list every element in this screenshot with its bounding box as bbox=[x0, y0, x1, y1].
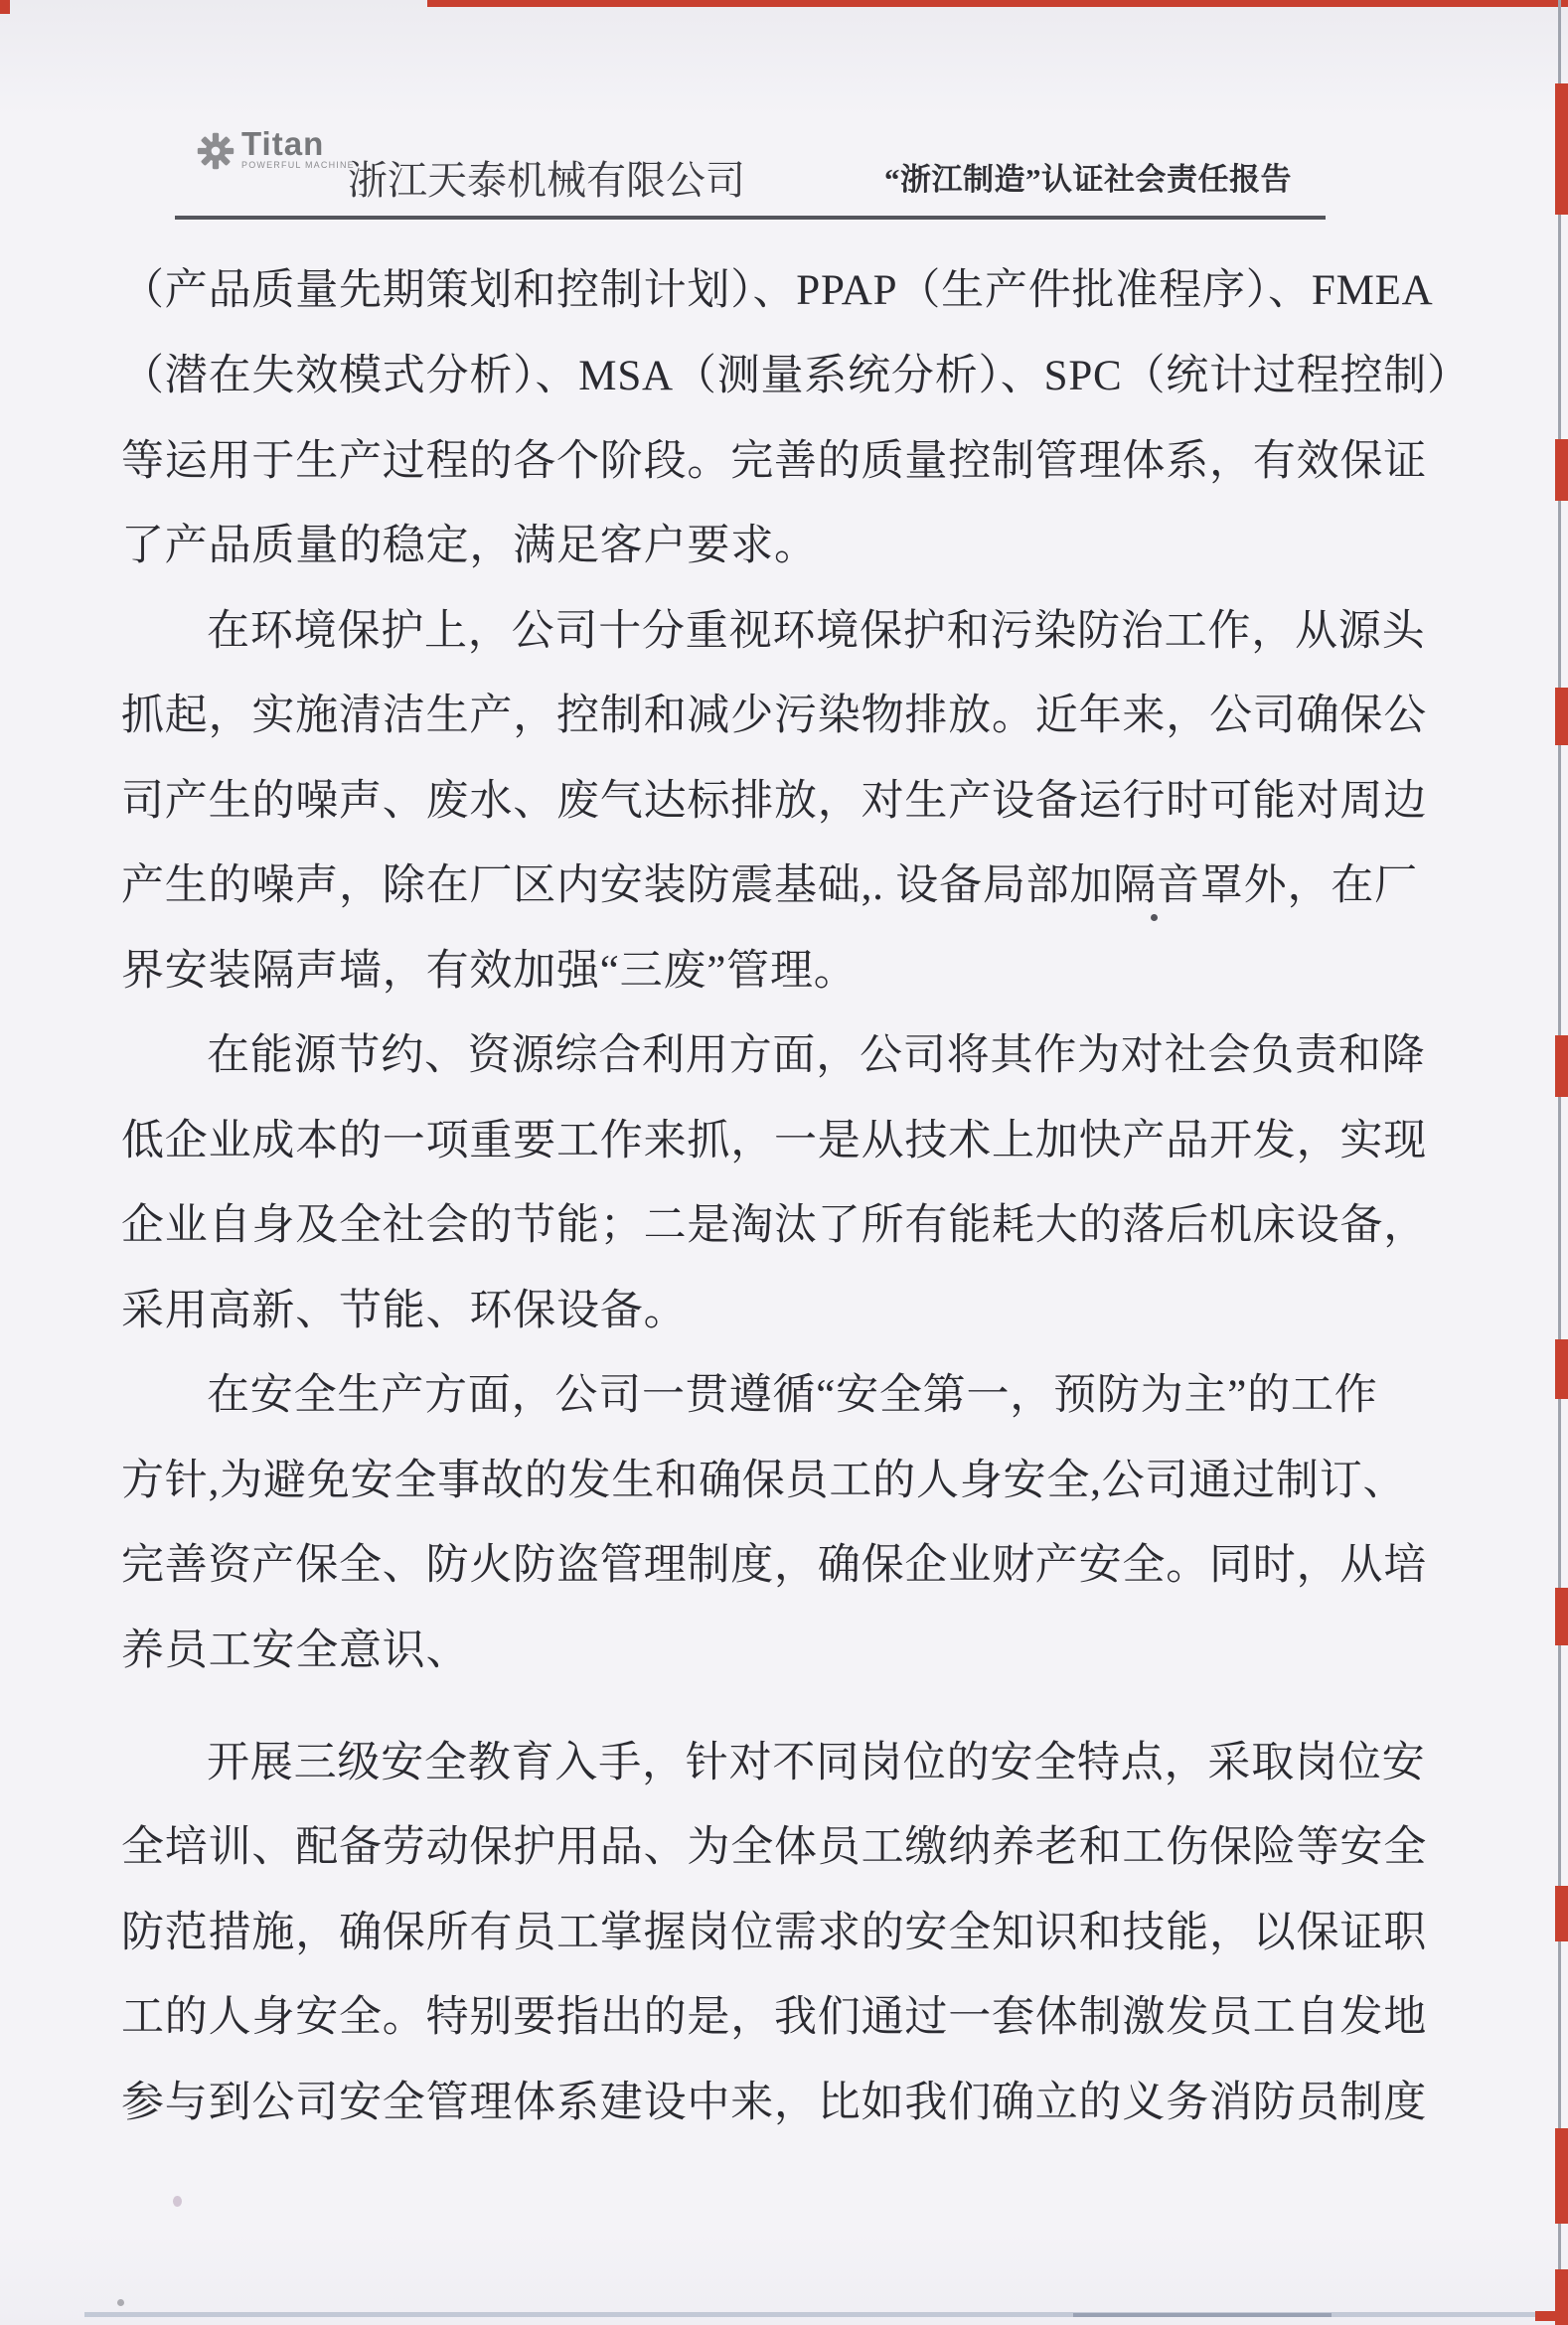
logo-tagline: POWERFUL MACHINE bbox=[241, 160, 355, 170]
scan-speck bbox=[1151, 914, 1158, 921]
body-line: 防范措施，确保所有员工掌握岗位需求的安全知识和技能，以保证职 bbox=[121, 1910, 1427, 1956]
company-name: 浙江天泰机械有限公司 bbox=[348, 158, 745, 203]
page-edge-line bbox=[1558, 0, 1561, 2325]
body-line: 养员工安全意识、 bbox=[121, 1628, 470, 1674]
body-line: 抓起，实施清洁生产，控制和减少污染物排放。近年来，公司确保公 bbox=[121, 693, 1427, 739]
scan-speck bbox=[117, 2299, 124, 2306]
body-line: 在安全生产方面，公司一贯遵循“安全第一，预防为主”的工作 bbox=[207, 1372, 1378, 1419]
body-line: 参与到公司安全管理体系建设中来，比如我们确立的义务消防员制度 bbox=[121, 2080, 1427, 2126]
body-line: 方针,为避免安全事故的发生和确保员工的人身安全,公司通过制订、 bbox=[121, 1458, 1407, 1504]
scan-edge-right-mark bbox=[1555, 1886, 1568, 1941]
titan-logo bbox=[197, 125, 355, 170]
body-line: （潜在失效模式分析）、MSA（测量系统分析）、SPC（统计过程控制） bbox=[121, 353, 1471, 399]
scan-edge-top-mark bbox=[427, 0, 1568, 7]
scan-edge-bottom-line bbox=[84, 2312, 1568, 2317]
scan-edge-right-mark bbox=[1555, 1035, 1568, 1097]
report-title: “浙江制造”认证社会责任报告 bbox=[884, 162, 1292, 197]
body-line: 产生的噪声，除在厂区内安装防震基础,. 设备局部加隔音罩外，在厂 bbox=[121, 862, 1418, 909]
scan-edge-right-mark bbox=[1555, 688, 1568, 745]
body-line: 在环境保护上，公司十分重视环境保护和污染防治工作，从源头 bbox=[207, 608, 1426, 655]
logo-text bbox=[241, 125, 355, 170]
body-line: 企业自身及全社会的节能；二是淘汰了所有能耗大的落后机床设备， bbox=[121, 1202, 1427, 1249]
body-line: 等运用于生产过程的各个阶段。完善的质量控制管理体系，有效保证 bbox=[121, 438, 1427, 485]
body-line: 采用高新、节能、环保设备。 bbox=[121, 1288, 688, 1334]
body-line: 工的人身安全。特别要指出的是，我们通过一套体制激发员工自发地 bbox=[121, 1994, 1427, 2041]
body-line: （产品质量先期策划和控制计划）、PPAP（生产件批准程序）、FMEA bbox=[121, 267, 1434, 314]
scan-edge-right-mark bbox=[1555, 1339, 1568, 1399]
body-line: 完善资产保全、防火防盗管理制度，确保企业财产安全。同时，从培 bbox=[121, 1542, 1427, 1589]
body-line: 界安装隔声墙，有效加强“三废”管理。 bbox=[121, 948, 858, 995]
body-line: 司产生的噪声、废水、废气达标排放，对生产设备运行时可能对周边 bbox=[121, 778, 1427, 825]
scan-edge-right-mark bbox=[1555, 2128, 1568, 2224]
body-line: 低企业成本的一项重要工作来抓，一是从技术上加快产品开发，实现 bbox=[121, 1118, 1427, 1164]
body-line: 在能源节约、资源综合利用方面，公司将其作为对社会负责和降 bbox=[207, 1032, 1426, 1079]
scan-edge-right-mark bbox=[1555, 439, 1568, 501]
body-line: 了产品质量的稳定，满足客户要求。 bbox=[121, 523, 818, 569]
gear-icon bbox=[197, 132, 235, 170]
body-line: 开展三级安全教育入手，针对不同岗位的安全特点，采取岗位安 bbox=[207, 1740, 1426, 1786]
logo-brand: Titan bbox=[241, 125, 325, 162]
scan-corner-bottom-mark bbox=[1535, 2311, 1568, 2321]
scan-edge-bottom-shadow bbox=[1073, 2313, 1332, 2317]
body-line: 全培训、配备劳动保护用品、为全体员工缴纳养老和工伤保险等安全 bbox=[121, 1824, 1427, 1871]
header-rule bbox=[175, 216, 1326, 220]
scan-edge-right-mark bbox=[1555, 83, 1568, 215]
scan-edge-right-mark bbox=[1555, 1588, 1568, 1645]
scan-speck bbox=[173, 2196, 182, 2207]
scan-corner-mark bbox=[0, 0, 10, 14]
